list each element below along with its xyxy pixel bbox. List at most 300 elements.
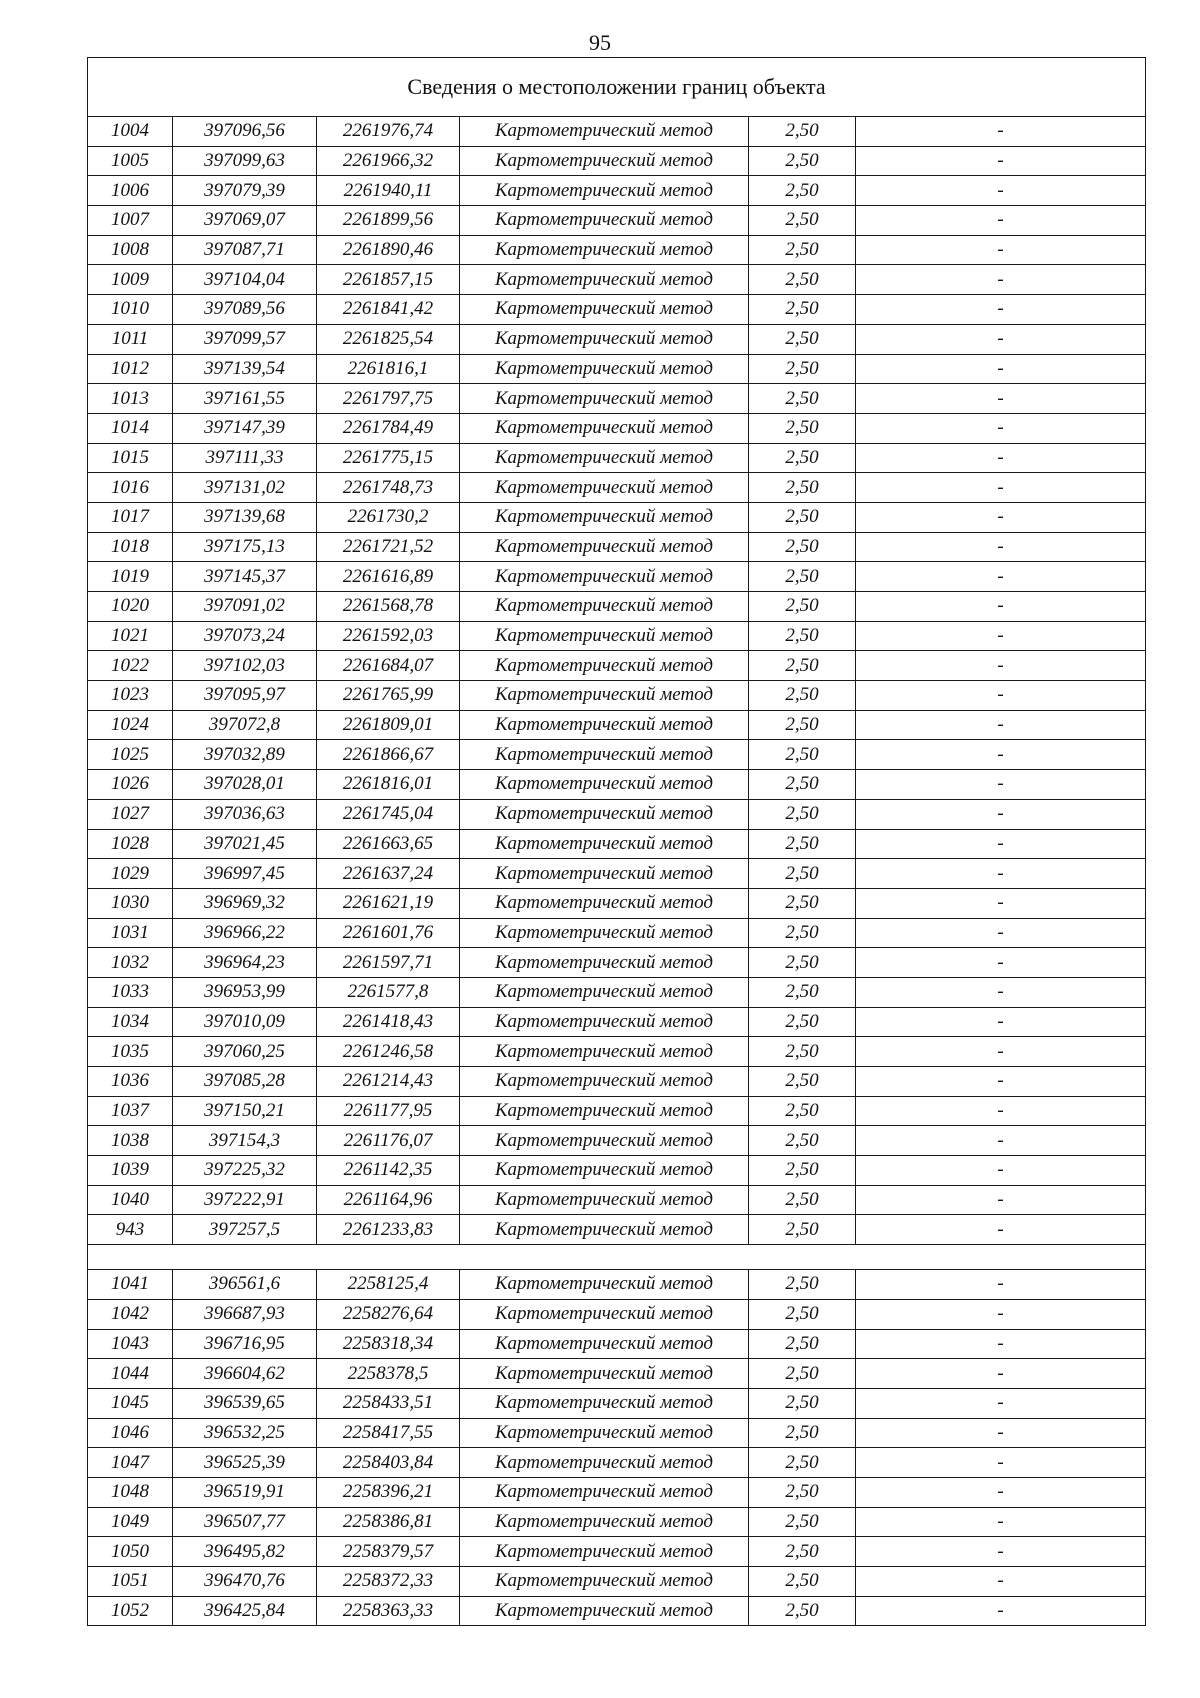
- table-row: [88, 1067, 1146, 1097]
- y-coordinate-cell: 2261246,58: [317, 1037, 460, 1067]
- description-cell: -: [856, 354, 1146, 384]
- y-coordinate-cell: 2261825,54: [317, 324, 460, 354]
- x-coordinate-cell: 396470,76: [173, 1567, 317, 1597]
- point-number-cell: 1007: [88, 206, 173, 236]
- method-cell: Картометрический метод: [460, 235, 749, 265]
- y-coordinate-cell: 2258403,84: [317, 1448, 460, 1478]
- description-cell: -: [856, 235, 1146, 265]
- description-cell: -: [856, 829, 1146, 859]
- precision-cell: 2,50: [749, 295, 856, 325]
- precision-cell: 2,50: [749, 1270, 856, 1300]
- y-coordinate-cell: 2261214,43: [317, 1067, 460, 1097]
- description-cell: -: [856, 206, 1146, 236]
- precision-cell: 2,50: [749, 1507, 856, 1537]
- method-cell: Картометрический метод: [460, 1215, 749, 1245]
- description-cell: -: [856, 888, 1146, 918]
- description-cell: -: [856, 473, 1146, 503]
- precision-cell: 2,50: [749, 235, 856, 265]
- y-coordinate-cell: 2261809,01: [317, 710, 460, 740]
- method-cell: Картометрический метод: [460, 1270, 749, 1300]
- precision-cell: 2,50: [749, 681, 856, 711]
- precision-cell: 2,50: [749, 324, 856, 354]
- method-cell: Картометрический метод: [460, 1359, 749, 1389]
- method-cell: Картометрический метод: [460, 888, 749, 918]
- x-coordinate-cell: 397021,45: [173, 829, 317, 859]
- precision-cell: 2,50: [749, 621, 856, 651]
- method-cell: Картометрический метод: [460, 859, 749, 889]
- description-cell: -: [856, 1596, 1146, 1626]
- method-cell: Картометрический метод: [460, 265, 749, 295]
- y-coordinate-cell: 2261899,56: [317, 206, 460, 236]
- point-number-cell: 1047: [88, 1448, 173, 1478]
- x-coordinate-cell: 396507,77: [173, 1507, 317, 1537]
- precision-cell: 2,50: [749, 562, 856, 592]
- precision-cell: 2,50: [749, 710, 856, 740]
- x-coordinate-cell: 397032,89: [173, 740, 317, 770]
- description-cell: -: [856, 1388, 1146, 1418]
- y-coordinate-cell: 2261976,74: [317, 117, 460, 147]
- method-cell: Картометрический метод: [460, 324, 749, 354]
- precision-cell: 2,50: [749, 1448, 856, 1478]
- point-number-cell: 1037: [88, 1096, 173, 1126]
- point-number-cell: 1009: [88, 265, 173, 295]
- point-number-cell: 1036: [88, 1067, 173, 1097]
- point-number-cell: 1022: [88, 651, 173, 681]
- y-coordinate-cell: 2261730,2: [317, 502, 460, 532]
- precision-cell: 2,50: [749, 413, 856, 443]
- method-cell: Картометрический метод: [460, 1448, 749, 1478]
- table-row: [88, 117, 1146, 147]
- precision-cell: 2,50: [749, 740, 856, 770]
- description-cell: -: [856, 1567, 1146, 1597]
- x-coordinate-cell: 397085,28: [173, 1067, 317, 1097]
- table-row: [88, 1596, 1146, 1626]
- x-coordinate-cell: 397096,56: [173, 117, 317, 147]
- table-row: [88, 1448, 1146, 1478]
- description-cell: -: [856, 918, 1146, 948]
- precision-cell: 2,50: [749, 1156, 856, 1186]
- point-number-cell: 1023: [88, 681, 173, 711]
- description-cell: -: [856, 770, 1146, 800]
- method-cell: Картометрический метод: [460, 176, 749, 206]
- table-row: [88, 799, 1146, 829]
- table-row: [88, 532, 1146, 562]
- x-coordinate-cell: 396716,95: [173, 1329, 317, 1359]
- x-coordinate-cell: 396561,6: [173, 1270, 317, 1300]
- table-row: [88, 1537, 1146, 1567]
- y-coordinate-cell: 2261721,52: [317, 532, 460, 562]
- table-row: [88, 443, 1146, 473]
- y-coordinate-cell: 2261866,67: [317, 740, 460, 770]
- y-coordinate-cell: 2261816,01: [317, 770, 460, 800]
- y-coordinate-cell: 2261857,15: [317, 265, 460, 295]
- description-cell: -: [856, 176, 1146, 206]
- precision-cell: 2,50: [749, 146, 856, 176]
- precision-cell: 2,50: [749, 1067, 856, 1097]
- table-row: [88, 1037, 1146, 1067]
- description-cell: -: [856, 1215, 1146, 1245]
- method-cell: Картометрический метод: [460, 1007, 749, 1037]
- description-cell: -: [856, 146, 1146, 176]
- y-coordinate-cell: 2261621,19: [317, 888, 460, 918]
- method-cell: Картометрический метод: [460, 532, 749, 562]
- method-cell: Картометрический метод: [460, 1477, 749, 1507]
- table-row: [88, 1185, 1146, 1215]
- method-cell: Картометрический метод: [460, 1037, 749, 1067]
- method-cell: Картометрический метод: [460, 1156, 749, 1186]
- x-coordinate-cell: 397222,91: [173, 1185, 317, 1215]
- table-row: [88, 681, 1146, 711]
- table-row: [88, 1507, 1146, 1537]
- x-coordinate-cell: 396969,32: [173, 888, 317, 918]
- precision-cell: 2,50: [749, 1596, 856, 1626]
- description-cell: -: [856, 532, 1146, 562]
- precision-cell: 2,50: [749, 443, 856, 473]
- table-row: [88, 621, 1146, 651]
- precision-cell: 2,50: [749, 176, 856, 206]
- y-coordinate-cell: 2261142,35: [317, 1156, 460, 1186]
- y-coordinate-cell: 2261797,75: [317, 384, 460, 414]
- table-row: [88, 354, 1146, 384]
- table-row: [88, 502, 1146, 532]
- description-cell: -: [856, 1037, 1146, 1067]
- x-coordinate-cell: 397154,3: [173, 1126, 317, 1156]
- table-row: [88, 176, 1146, 206]
- method-cell: Картометрический метод: [460, 1096, 749, 1126]
- x-coordinate-cell: 397079,39: [173, 176, 317, 206]
- precision-cell: 2,50: [749, 117, 856, 147]
- method-cell: Картометрический метод: [460, 592, 749, 622]
- precision-cell: 2,50: [749, 1359, 856, 1389]
- y-coordinate-cell: 2258378,5: [317, 1359, 460, 1389]
- description-cell: -: [856, 265, 1146, 295]
- description-cell: -: [856, 681, 1146, 711]
- y-coordinate-cell: 2261164,96: [317, 1185, 460, 1215]
- method-cell: Картометрический метод: [460, 829, 749, 859]
- x-coordinate-cell: 396966,22: [173, 918, 317, 948]
- table-title-row: [88, 58, 1146, 117]
- y-coordinate-cell: 2258379,57: [317, 1537, 460, 1567]
- table-body: [88, 58, 1146, 1626]
- x-coordinate-cell: 397161,55: [173, 384, 317, 414]
- table-row: [88, 295, 1146, 325]
- method-cell: Картометрический метод: [460, 799, 749, 829]
- description-cell: -: [856, 710, 1146, 740]
- method-cell: Картометрический метод: [460, 1126, 749, 1156]
- x-coordinate-cell: 397069,07: [173, 206, 317, 236]
- y-coordinate-cell: 2258125,4: [317, 1270, 460, 1300]
- point-number-cell: 1025: [88, 740, 173, 770]
- description-cell: -: [856, 621, 1146, 651]
- x-coordinate-cell: 396953,99: [173, 977, 317, 1007]
- y-coordinate-cell: 2258396,21: [317, 1477, 460, 1507]
- point-number-cell: 1013: [88, 384, 173, 414]
- x-coordinate-cell: 397139,68: [173, 502, 317, 532]
- description-cell: -: [856, 1299, 1146, 1329]
- description-cell: -: [856, 1537, 1146, 1567]
- point-number-cell: 1031: [88, 918, 173, 948]
- x-coordinate-cell: 397091,02: [173, 592, 317, 622]
- precision-cell: 2,50: [749, 799, 856, 829]
- point-number-cell: 1020: [88, 592, 173, 622]
- x-coordinate-cell: 396519,91: [173, 1477, 317, 1507]
- table-row: [88, 1126, 1146, 1156]
- table-row: [88, 592, 1146, 622]
- precision-cell: 2,50: [749, 651, 856, 681]
- x-coordinate-cell: 396532,25: [173, 1418, 317, 1448]
- method-cell: Картометрический метод: [460, 1507, 749, 1537]
- description-cell: -: [856, 1270, 1146, 1300]
- point-number-cell: 1021: [88, 621, 173, 651]
- method-cell: Картометрический метод: [460, 413, 749, 443]
- table-row: [88, 265, 1146, 295]
- y-coordinate-cell: 2261745,04: [317, 799, 460, 829]
- point-number-cell: 1039: [88, 1156, 173, 1186]
- x-coordinate-cell: 397102,03: [173, 651, 317, 681]
- point-number-cell: 1024: [88, 710, 173, 740]
- description-cell: -: [856, 413, 1146, 443]
- precision-cell: 2,50: [749, 502, 856, 532]
- precision-cell: 2,50: [749, 1388, 856, 1418]
- x-coordinate-cell: 397028,01: [173, 770, 317, 800]
- method-cell: Картометрический метод: [460, 1418, 749, 1448]
- method-cell: Картометрический метод: [460, 146, 749, 176]
- point-number-cell: 1028: [88, 829, 173, 859]
- description-cell: -: [856, 1507, 1146, 1537]
- y-coordinate-cell: 2261966,32: [317, 146, 460, 176]
- precision-cell: 2,50: [749, 1185, 856, 1215]
- description-cell: -: [856, 1156, 1146, 1186]
- description-cell: -: [856, 1007, 1146, 1037]
- y-coordinate-cell: 2261940,11: [317, 176, 460, 206]
- method-cell: Картометрический метод: [460, 681, 749, 711]
- table-row: [88, 1418, 1146, 1448]
- description-cell: -: [856, 117, 1146, 147]
- point-number-cell: 1032: [88, 948, 173, 978]
- precision-cell: 2,50: [749, 473, 856, 503]
- x-coordinate-cell: 397131,02: [173, 473, 317, 503]
- precision-cell: 2,50: [749, 1126, 856, 1156]
- table-row: [88, 770, 1146, 800]
- method-cell: Картометрический метод: [460, 1329, 749, 1359]
- precision-cell: 2,50: [749, 1567, 856, 1597]
- table-row: [88, 859, 1146, 889]
- precision-cell: 2,50: [749, 948, 856, 978]
- description-cell: -: [856, 1418, 1146, 1448]
- table-row: [88, 1156, 1146, 1186]
- table-row: [88, 562, 1146, 592]
- point-number-cell: 1014: [88, 413, 173, 443]
- table-row: [88, 146, 1146, 176]
- table-row: [88, 1567, 1146, 1597]
- description-cell: -: [856, 651, 1146, 681]
- y-coordinate-cell: 2261841,42: [317, 295, 460, 325]
- table-row: [88, 977, 1146, 1007]
- x-coordinate-cell: 397139,54: [173, 354, 317, 384]
- table-row: [88, 829, 1146, 859]
- y-coordinate-cell: 2261684,07: [317, 651, 460, 681]
- y-coordinate-cell: 2261637,24: [317, 859, 460, 889]
- description-cell: -: [856, 592, 1146, 622]
- table-row: [88, 1270, 1146, 1300]
- description-cell: -: [856, 1185, 1146, 1215]
- description-cell: -: [856, 384, 1146, 414]
- precision-cell: 2,50: [749, 592, 856, 622]
- point-number-cell: 1048: [88, 1477, 173, 1507]
- table-row: [88, 1215, 1146, 1245]
- x-coordinate-cell: 397257,5: [173, 1215, 317, 1245]
- y-coordinate-cell: 2258433,51: [317, 1388, 460, 1418]
- table-row: [88, 1007, 1146, 1037]
- point-number-cell: 1049: [88, 1507, 173, 1537]
- table-row: [88, 206, 1146, 236]
- point-number-cell: 1010: [88, 295, 173, 325]
- boundary-coordinates-table: [87, 57, 1146, 1626]
- y-coordinate-cell: 2261233,83: [317, 1215, 460, 1245]
- description-cell: -: [856, 740, 1146, 770]
- method-cell: Картометрический метод: [460, 562, 749, 592]
- x-coordinate-cell: 397099,57: [173, 324, 317, 354]
- y-coordinate-cell: 2261663,65: [317, 829, 460, 859]
- y-coordinate-cell: 2258318,34: [317, 1329, 460, 1359]
- method-cell: Картометрический метод: [460, 1537, 749, 1567]
- precision-cell: 2,50: [749, 1215, 856, 1245]
- method-cell: Картометрический метод: [460, 1388, 749, 1418]
- x-coordinate-cell: 397087,71: [173, 235, 317, 265]
- group-separator: [88, 1245, 1146, 1270]
- point-number-cell: 1034: [88, 1007, 173, 1037]
- x-coordinate-cell: 396687,93: [173, 1299, 317, 1329]
- x-coordinate-cell: 397010,09: [173, 1007, 317, 1037]
- x-coordinate-cell: 396525,39: [173, 1448, 317, 1478]
- table-row: [88, 710, 1146, 740]
- description-cell: -: [856, 1359, 1146, 1389]
- method-cell: Картометрический метод: [460, 295, 749, 325]
- point-number-cell: 1052: [88, 1596, 173, 1626]
- description-cell: -: [856, 1096, 1146, 1126]
- point-number-cell: 1006: [88, 176, 173, 206]
- precision-cell: 2,50: [749, 265, 856, 295]
- point-number-cell: 1044: [88, 1359, 173, 1389]
- point-number-cell: 1045: [88, 1388, 173, 1418]
- point-number-cell: 1030: [88, 888, 173, 918]
- y-coordinate-cell: 2261616,89: [317, 562, 460, 592]
- precision-cell: 2,50: [749, 770, 856, 800]
- point-number-cell: 1011: [88, 324, 173, 354]
- table-row: [88, 740, 1146, 770]
- description-cell: -: [856, 977, 1146, 1007]
- point-number-cell: 1017: [88, 502, 173, 532]
- page-number: 95: [589, 30, 611, 55]
- method-cell: Картометрический метод: [460, 443, 749, 473]
- x-coordinate-cell: 396964,23: [173, 948, 317, 978]
- y-coordinate-cell: 2261177,95: [317, 1096, 460, 1126]
- y-coordinate-cell: 2261601,76: [317, 918, 460, 948]
- point-number-cell: 1018: [88, 532, 173, 562]
- point-number-cell: 1035: [88, 1037, 173, 1067]
- table-row: [88, 324, 1146, 354]
- method-cell: Картометрический метод: [460, 354, 749, 384]
- group-separator-row: [88, 1245, 1146, 1270]
- table-row: [88, 1096, 1146, 1126]
- table-row: [88, 1299, 1146, 1329]
- point-number-cell: 1040: [88, 1185, 173, 1215]
- description-cell: -: [856, 799, 1146, 829]
- method-cell: Картометрический метод: [460, 1299, 749, 1329]
- table-row: [88, 948, 1146, 978]
- point-number-cell: 1042: [88, 1299, 173, 1329]
- y-coordinate-cell: 2261784,49: [317, 413, 460, 443]
- y-coordinate-cell: 2261577,8: [317, 977, 460, 1007]
- y-coordinate-cell: 2258363,33: [317, 1596, 460, 1626]
- description-cell: -: [856, 1329, 1146, 1359]
- precision-cell: 2,50: [749, 1299, 856, 1329]
- method-cell: Картометрический метод: [460, 502, 749, 532]
- table-row: [88, 1329, 1146, 1359]
- y-coordinate-cell: 2261418,43: [317, 1007, 460, 1037]
- precision-cell: 2,50: [749, 1037, 856, 1067]
- point-number-cell: 1019: [88, 562, 173, 592]
- point-number-cell: 1050: [88, 1537, 173, 1567]
- method-cell: Картометрический метод: [460, 710, 749, 740]
- precision-cell: 2,50: [749, 354, 856, 384]
- description-cell: -: [856, 1448, 1146, 1478]
- point-number-cell: 1051: [88, 1567, 173, 1597]
- table-row: [88, 1359, 1146, 1389]
- y-coordinate-cell: 2261592,03: [317, 621, 460, 651]
- x-coordinate-cell: 397104,04: [173, 265, 317, 295]
- table-row: [88, 235, 1146, 265]
- precision-cell: 2,50: [749, 918, 856, 948]
- y-coordinate-cell: 2261775,15: [317, 443, 460, 473]
- x-coordinate-cell: 397060,25: [173, 1037, 317, 1067]
- y-coordinate-cell: 2258417,55: [317, 1418, 460, 1448]
- x-coordinate-cell: 397036,63: [173, 799, 317, 829]
- method-cell: Картометрический метод: [460, 918, 749, 948]
- method-cell: Картометрический метод: [460, 651, 749, 681]
- table-row: [88, 473, 1146, 503]
- point-number-cell: 1005: [88, 146, 173, 176]
- y-coordinate-cell: 2261765,99: [317, 681, 460, 711]
- precision-cell: 2,50: [749, 1096, 856, 1126]
- point-number-cell: 1043: [88, 1329, 173, 1359]
- table-row: [88, 1388, 1146, 1418]
- point-number-cell: 1027: [88, 799, 173, 829]
- description-cell: -: [856, 502, 1146, 532]
- method-cell: Картометрический метод: [460, 473, 749, 503]
- y-coordinate-cell: 2261597,71: [317, 948, 460, 978]
- point-number-cell: 1038: [88, 1126, 173, 1156]
- method-cell: Картометрический метод: [460, 1185, 749, 1215]
- table-row: [88, 413, 1146, 443]
- method-cell: Картометрический метод: [460, 770, 749, 800]
- x-coordinate-cell: 396539,65: [173, 1388, 317, 1418]
- x-coordinate-cell: 397099,63: [173, 146, 317, 176]
- precision-cell: 2,50: [749, 1477, 856, 1507]
- x-coordinate-cell: 396425,84: [173, 1596, 317, 1626]
- point-number-cell: 1026: [88, 770, 173, 800]
- precision-cell: 2,50: [749, 829, 856, 859]
- precision-cell: 2,50: [749, 977, 856, 1007]
- description-cell: -: [856, 1126, 1146, 1156]
- description-cell: -: [856, 859, 1146, 889]
- description-cell: -: [856, 324, 1146, 354]
- description-cell: -: [856, 562, 1146, 592]
- x-coordinate-cell: 397147,39: [173, 413, 317, 443]
- point-number-cell: 1004: [88, 117, 173, 147]
- y-coordinate-cell: 2258372,33: [317, 1567, 460, 1597]
- precision-cell: 2,50: [749, 1418, 856, 1448]
